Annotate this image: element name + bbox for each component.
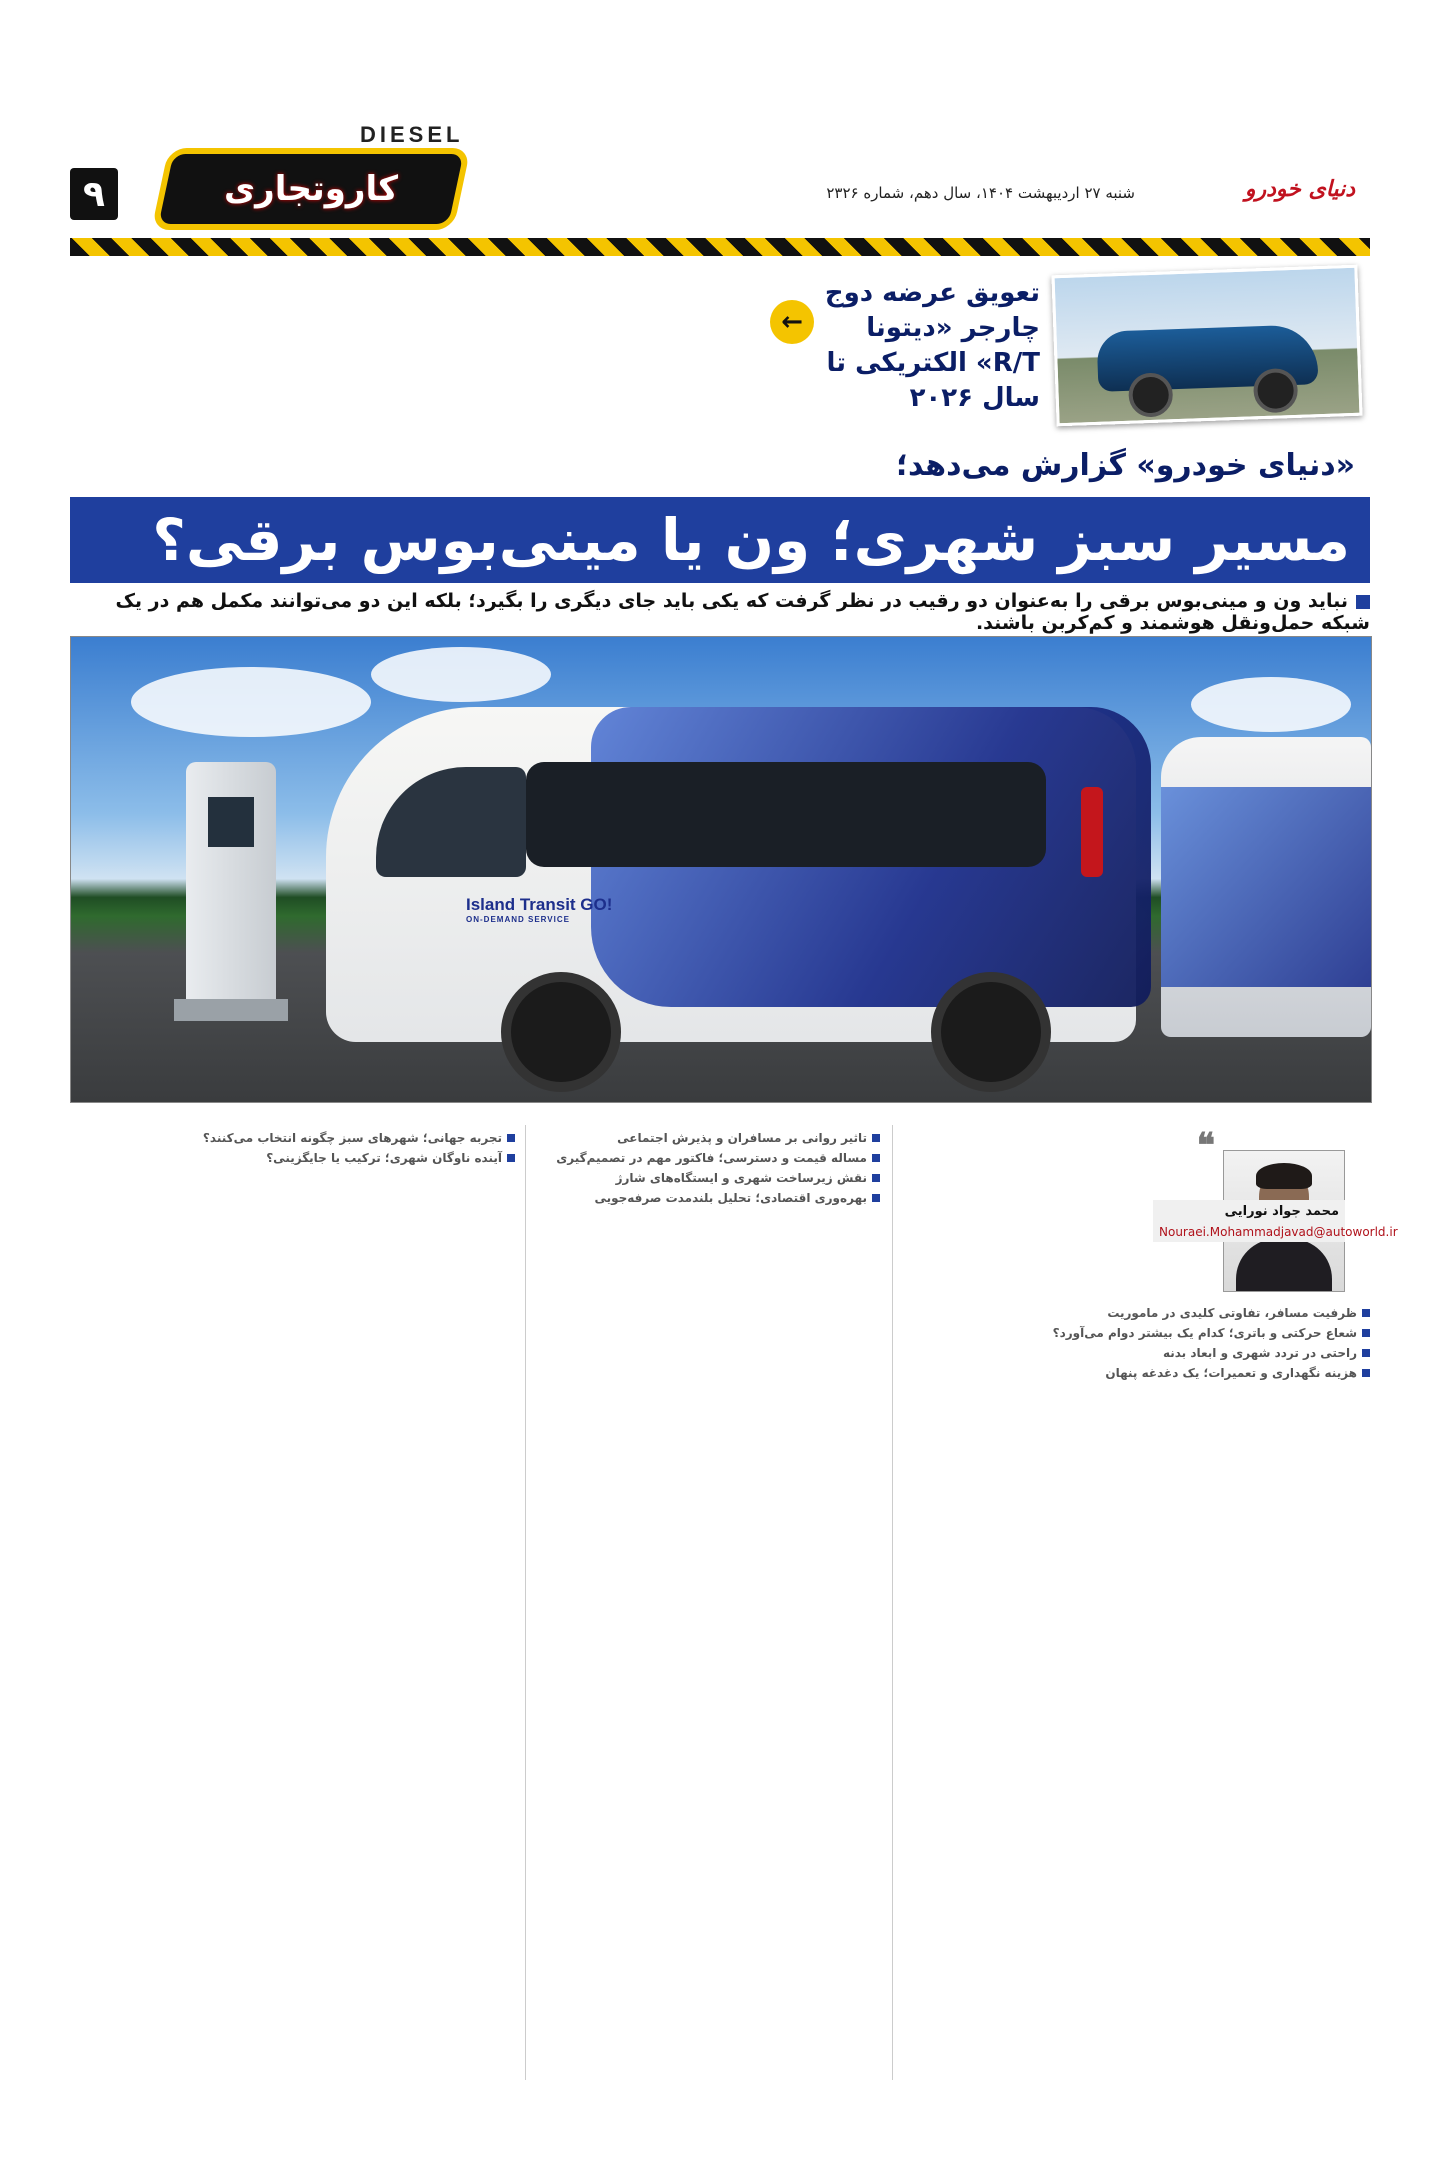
ev-charger bbox=[186, 762, 276, 1007]
subheading: ظرفیت مسافر، تفاوتی کلیدی در ماموریت bbox=[1035, 1306, 1370, 1320]
van-logo-text: Island Transit GO! bbox=[466, 895, 613, 914]
van-logo-subtext: ON-DEMAND SERVICE bbox=[466, 915, 570, 924]
body-column-right bbox=[1035, 1300, 1370, 2080]
subheading: آینده ناوگان شهری؛ ترکیب یا جایگزینی؟ bbox=[70, 1151, 515, 1165]
section-badge bbox=[151, 148, 470, 230]
subheading: تجربه جهانی؛ شهرهای سبز چگونه انتخاب می‌کنند؟ bbox=[70, 1131, 515, 1145]
cloud bbox=[371, 647, 551, 702]
subheading: شعاع حرکتی و باتری؛ کدام یک بیشتر دوام می‌آورد؟ bbox=[1035, 1326, 1370, 1340]
diesel-tag: DIESEL bbox=[360, 122, 464, 147]
subheading: نقش زیرساخت شهری و ایستگاه‌های شارژ bbox=[535, 1171, 880, 1185]
car-wheel bbox=[1128, 372, 1174, 418]
column-divider bbox=[525, 1125, 526, 2080]
author-hair bbox=[1256, 1163, 1312, 1189]
body-column-left bbox=[70, 1125, 515, 2080]
issue-line: شنبه ۲۷ اردیبهشت ۱۴۰۴، سال دهم، شماره ۲۳۲۶ bbox=[826, 184, 1135, 202]
column-divider bbox=[892, 1125, 893, 2080]
teaser-text-col-1 bbox=[415, 282, 760, 412]
van-logo bbox=[466, 895, 612, 924]
author-name: محمد جواد نورایی bbox=[1153, 1200, 1345, 1223]
van-side-windows bbox=[526, 762, 1046, 867]
publication-logo: دنیای خودرو bbox=[1244, 176, 1355, 202]
article-kicker: «دنیای خودرو» گزارش می‌دهد؛ bbox=[895, 448, 1355, 483]
hazard-stripe-divider bbox=[70, 238, 1370, 256]
article-headline: مسیر سبز شهری؛ ون یا مینی‌بوس برقی؟ bbox=[152, 506, 1350, 574]
cloud bbox=[1191, 677, 1351, 732]
article-lead bbox=[70, 590, 1370, 634]
second-van-livery bbox=[1161, 787, 1371, 987]
author-email[interactable]: Nouraei.Mohammadjavad@autoworld.ir bbox=[1153, 1222, 1345, 1242]
subheading: راحتی در تردد شهری و ابعاد بدنه bbox=[1035, 1346, 1370, 1360]
page-number: ۹ bbox=[70, 168, 118, 220]
lead-text: نباید ون و مینی‌بوس برقی را به‌عنوان دو رقیب در نظر گرفت که یکی باید جای دیگری را بگیرد؛ بلکه این دو می‌توانند مکمل هم در یک شبکه حمل‌ونقل هوشمند و کم‌کربن باشند. bbox=[115, 590, 1370, 634]
teaser-text-col-2 bbox=[60, 282, 405, 412]
teaser-title: تعویق عرضه دوج چارجر «دیتونا R/T» الکتریکی تا سال ۲۰۲۶ bbox=[824, 278, 1040, 414]
van-rear-wheel bbox=[931, 972, 1051, 1092]
arrow-left-icon[interactable]: ← bbox=[770, 300, 814, 344]
bullet-square-icon bbox=[1356, 595, 1370, 609]
charger-base bbox=[174, 999, 288, 1021]
intro-column bbox=[1035, 1125, 1150, 1285]
section-title: کاروتجاری bbox=[223, 169, 399, 209]
cloud bbox=[131, 667, 371, 737]
subheading: تاثیر روانی بر مسافران و پذیرش اجتماعی bbox=[535, 1131, 880, 1145]
body-column-middle bbox=[535, 1125, 880, 2080]
main-photo-electric-vans bbox=[70, 636, 1372, 1103]
charger-screen bbox=[208, 797, 254, 847]
subheading: هزینه نگهداری و تعمیرات؛ یک دغدغه پنهان bbox=[1035, 1366, 1370, 1380]
teaser-car-photo bbox=[1051, 265, 1362, 427]
van-front-wheel bbox=[501, 972, 621, 1092]
author-body bbox=[1236, 1239, 1332, 1292]
subheading: بهره‌وری اقتصادی؛ تحلیل بلندمدت صرفه‌جویی bbox=[535, 1191, 880, 1205]
subheading: مساله قیمت و دسترسی؛ فاکتور مهم در تصمیم‌گیری bbox=[535, 1151, 880, 1165]
quote-icon: ❝ bbox=[1196, 1126, 1215, 1166]
van-tail-light bbox=[1081, 787, 1103, 877]
car-wheel bbox=[1253, 368, 1299, 414]
